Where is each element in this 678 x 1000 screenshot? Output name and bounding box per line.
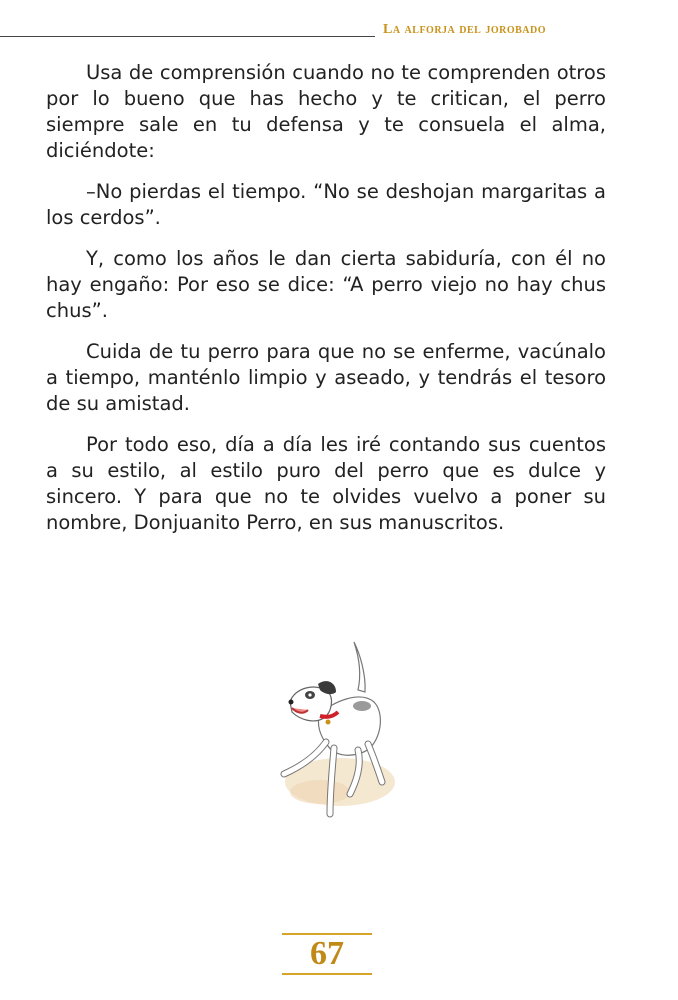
header-rule <box>0 36 375 37</box>
running-header-title: La alforja del jorobado <box>383 22 547 37</box>
page-number-box <box>282 931 372 977</box>
paragraph: Por todo eso, día a día les iré contando sus cuentos a su estilo, al estilo puro del perro que es dulce y sincero. Y para que no te olvides vuelvo a poner su nombre, Donjuanito Perro, en sus manuscritos. <box>46 433 606 534</box>
dog-illustration <box>270 632 400 827</box>
paragraph: Cuida de tu perro para que no se enferme, vacúnalo a tiempo, manténlo limpio y aseado, y tendrás el tesoro de su amistad. <box>46 340 606 415</box>
paragraph: Usa de comprensión cuando no te comprenden otros por lo bueno que has hecho y te critican, el perro siempre sale en tu defensa y te consuela el alma, diciéndote: <box>46 61 606 162</box>
body-text <box>46 60 606 551</box>
paragraph: Y, como los años le dan cierta sabiduría, con él no hay engaño: Por eso se dice: “A perro viejo no hay chus chus”. <box>46 247 606 322</box>
page-number-rule-bottom <box>282 973 372 975</box>
page-number: 67 <box>310 935 344 972</box>
paragraph: –No pierdas el tiempo. “No se deshojan margaritas a los cerdos”. <box>46 180 606 229</box>
